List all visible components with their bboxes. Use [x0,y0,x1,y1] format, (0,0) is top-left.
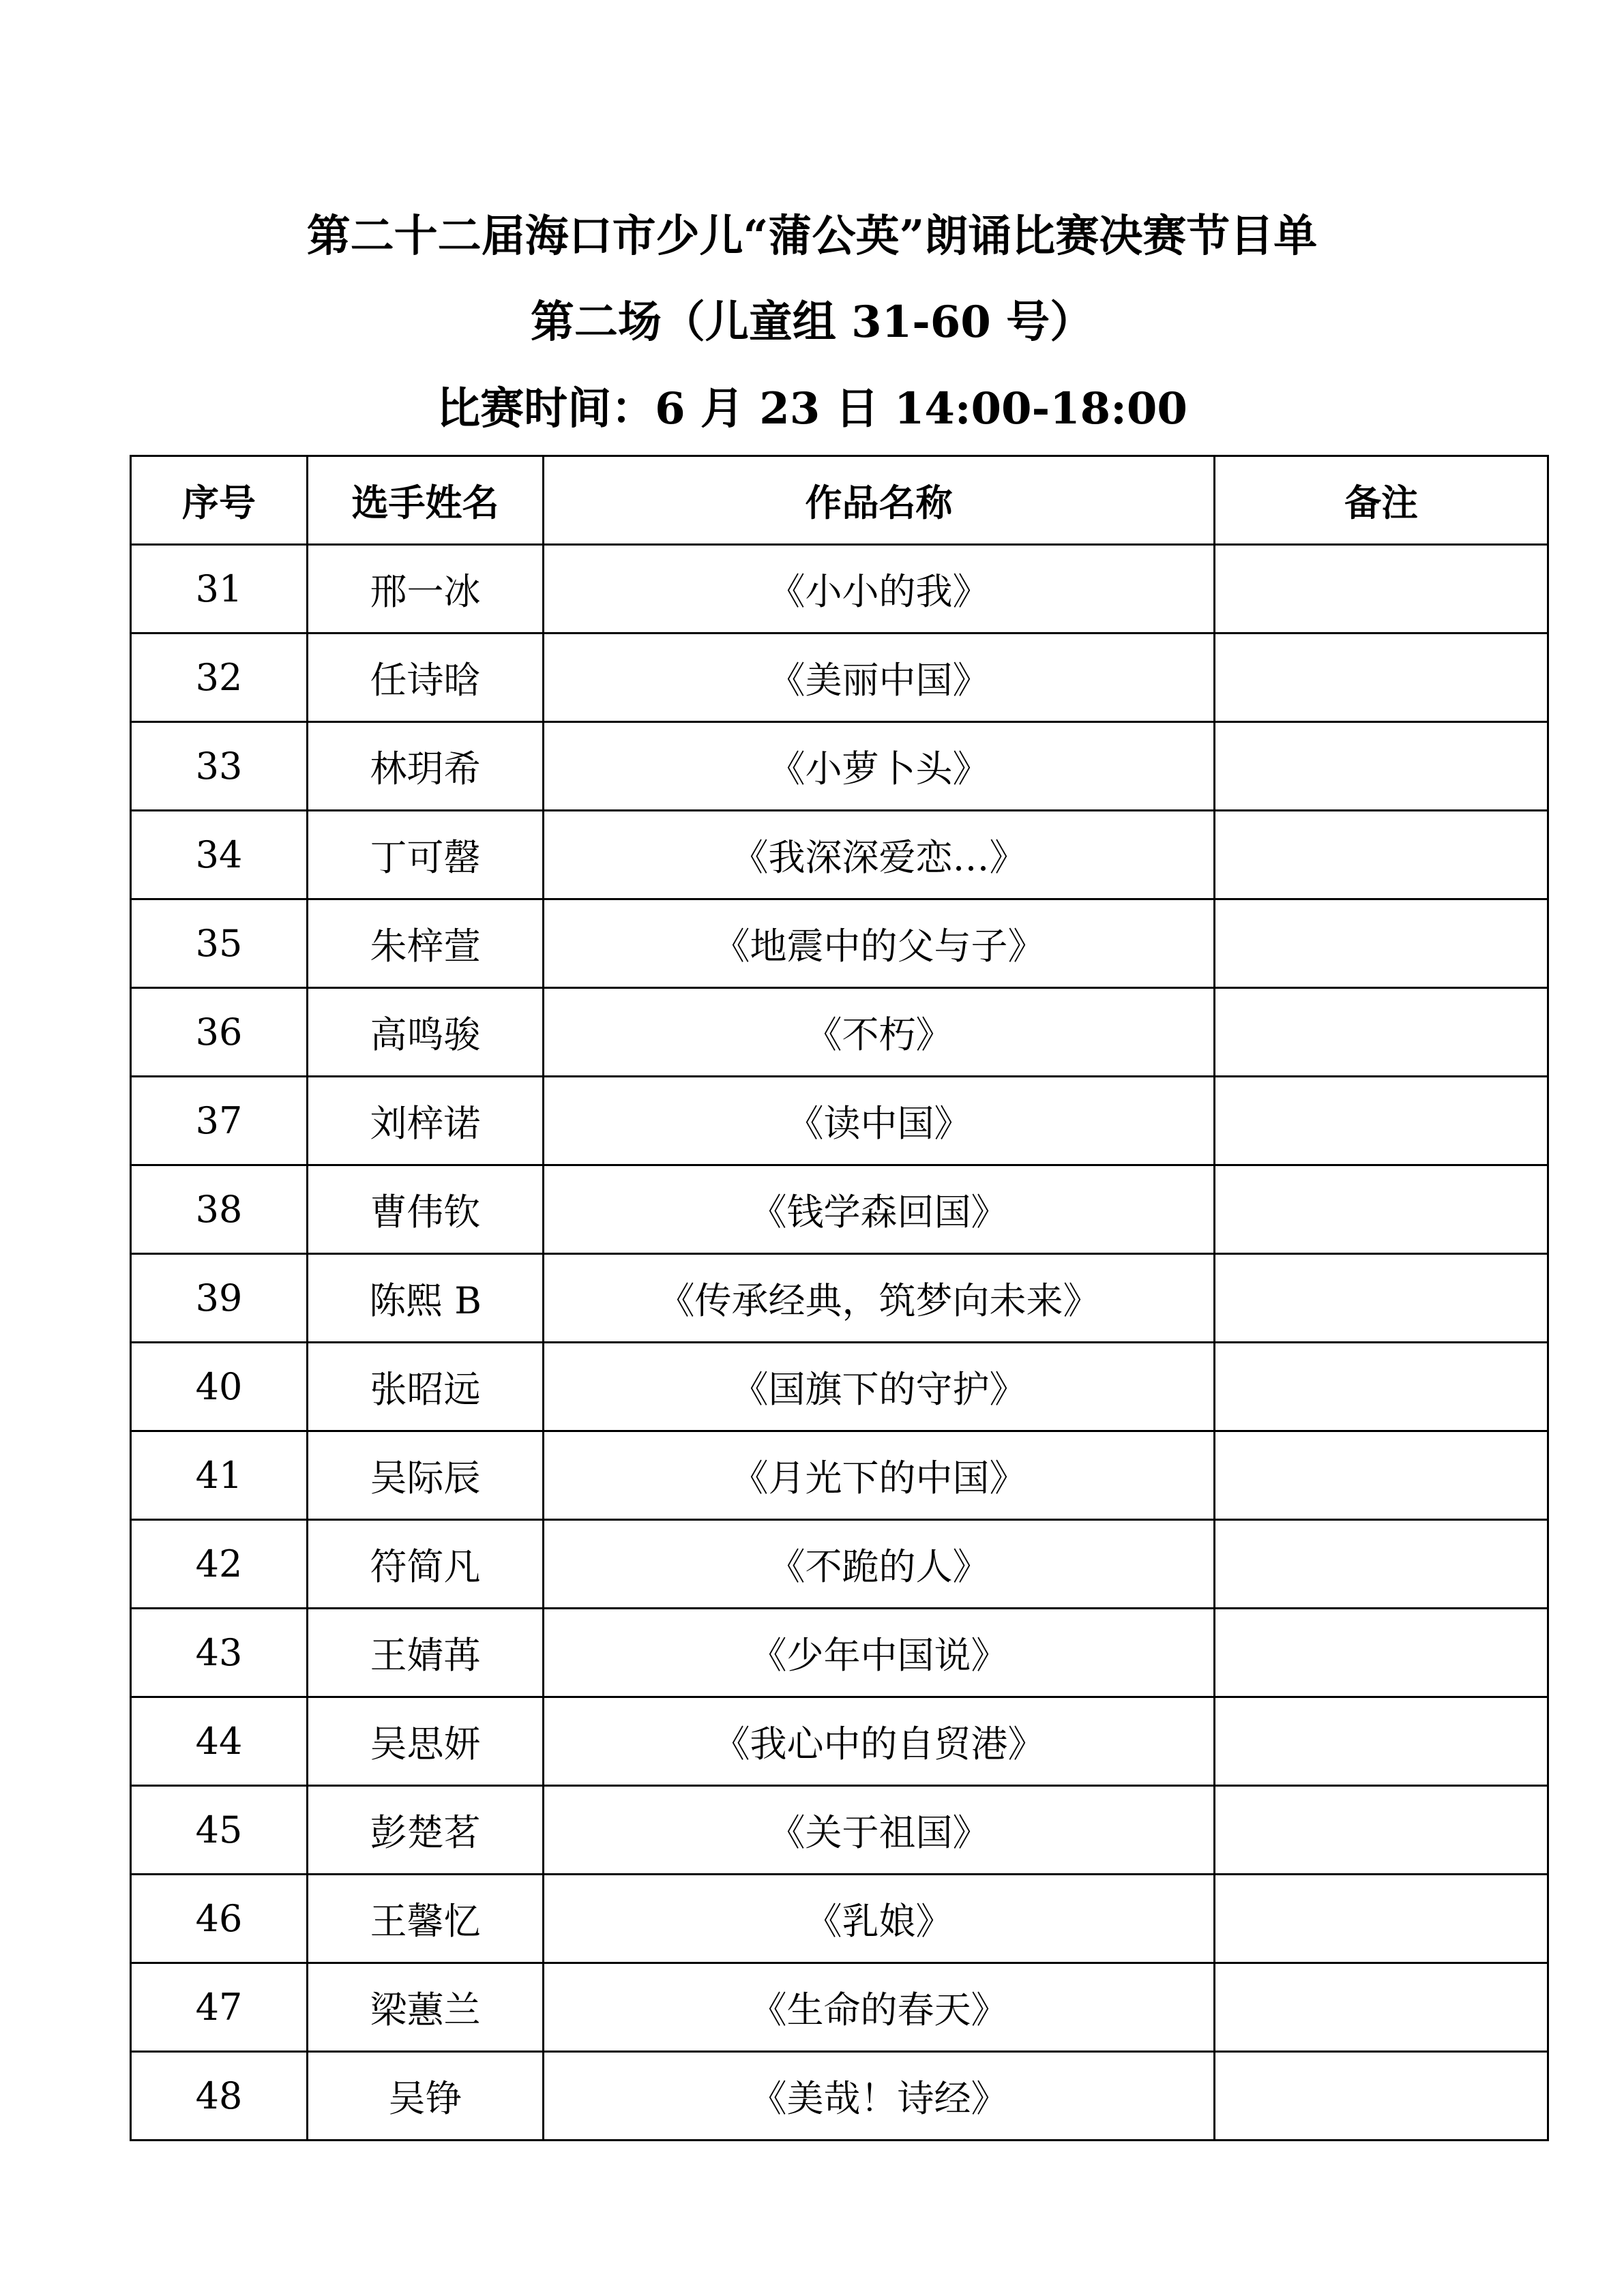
cell-number: 31 [131,545,308,633]
cell-work-title: 《国旗下的守护》 [544,1343,1215,1431]
table-row [131,722,1548,811]
program-table [130,455,1549,2141]
table-row [131,1520,1548,1609]
cell-work-title: 《小萝卜头》 [544,722,1215,811]
cell-remarks [1215,1431,1548,1520]
cell-work-title: 《关于祖国》 [544,1786,1215,1875]
table-row [131,1165,1548,1254]
table-row [131,1963,1548,2052]
cell-remarks [1215,1077,1548,1165]
table-row [131,633,1548,722]
cell-remarks [1215,722,1548,811]
cell-number: 41 [131,1431,308,1520]
cell-work-title: 《传承经典，筑梦向未来》 [544,1254,1215,1343]
cell-work-title: 《不朽》 [544,988,1215,1077]
cell-work-title: 《美哉！诗经》 [544,2052,1215,2141]
cell-number: 39 [131,1254,308,1343]
cell-number: 43 [131,1609,308,1697]
cell-remarks [1215,1963,1548,2052]
cell-remarks [1215,1875,1548,1963]
cell-number: 34 [131,811,308,899]
cell-number: 32 [131,633,308,722]
cell-work-title: 《小小的我》 [544,545,1215,633]
cell-number: 42 [131,1520,308,1609]
table-row [131,1786,1548,1875]
cell-work-title: 《月光下的中国》 [544,1431,1215,1520]
cell-contestant: 吴铮 [308,2052,544,2141]
table-row [131,545,1548,633]
cell-number: 40 [131,1343,308,1431]
cell-number: 47 [131,1963,308,2052]
cell-contestant: 邢一冰 [308,545,544,633]
table-row [131,899,1548,988]
cell-remarks [1215,545,1548,633]
column-header-work-title: 作品名称 [544,456,1215,545]
table-row [131,988,1548,1077]
cell-number: 35 [131,899,308,988]
cell-remarks [1215,1786,1548,1875]
cell-contestant: 吴思妍 [308,1697,544,1786]
column-header-remarks: 备注 [1215,456,1548,545]
table-row [131,1875,1548,1963]
cell-work-title: 《钱学森回国》 [544,1165,1215,1254]
cell-contestant: 梁蕙兰 [308,1963,544,2052]
cell-contestant: 吴际辰 [308,1431,544,1520]
cell-remarks [1215,1165,1548,1254]
table-header-row [131,456,1548,545]
cell-contestant: 任诗晗 [308,633,544,722]
table-row [131,1431,1548,1520]
session-subtitle: 第二场（儿童组 31-60 号） [530,297,1094,348]
cell-work-title: 《我深深爱恋…》 [544,811,1215,899]
cell-remarks [1215,1343,1548,1431]
cell-contestant: 高鸣骏 [308,988,544,1077]
cell-contestant: 陈熙 B [308,1254,544,1343]
table-row [131,1609,1548,1697]
cell-contestant: 王婧苒 [308,1609,544,1697]
cell-work-title: 《我心中的自贸港》 [544,1697,1215,1786]
cell-number: 36 [131,988,308,1077]
cell-contestant: 张昭远 [308,1343,544,1431]
cell-contestant: 曹伟钦 [308,1165,544,1254]
cell-remarks [1215,2052,1548,2141]
cell-work-title: 《少年中国说》 [544,1609,1215,1697]
cell-work-title: 《生命的春天》 [544,1963,1215,2052]
document-title: 第二十二届海口市少儿“蒲公英”朗诵比赛决赛节目单 [306,211,1318,262]
table-row [131,1697,1548,1786]
cell-number: 33 [131,722,308,811]
cell-contestant: 刘梓诺 [308,1077,544,1165]
cell-remarks [1215,1697,1548,1786]
cell-remarks [1215,988,1548,1077]
cell-number: 45 [131,1786,308,1875]
cell-remarks [1215,1609,1548,1697]
competition-time: 比赛时间：6 月 23 日 14:00-18:00 [437,383,1187,434]
cell-number: 46 [131,1875,308,1963]
cell-contestant: 丁可罄 [308,811,544,899]
cell-work-title: 《不跪的人》 [544,1520,1215,1609]
cell-work-title: 《地震中的父与子》 [544,899,1215,988]
cell-contestant: 朱梓萱 [308,899,544,988]
table-row [131,2052,1548,2141]
cell-contestant: 林玥希 [308,722,544,811]
table-row [131,1343,1548,1431]
cell-remarks [1215,811,1548,899]
table-row [131,1077,1548,1165]
cell-work-title: 《读中国》 [544,1077,1215,1165]
cell-number: 38 [131,1165,308,1254]
cell-number: 37 [131,1077,308,1165]
cell-work-title: 《乳娘》 [544,1875,1215,1963]
cell-contestant: 王馨忆 [308,1875,544,1963]
cell-remarks [1215,899,1548,988]
cell-remarks [1215,1254,1548,1343]
cell-work-title: 《美丽中国》 [544,633,1215,722]
table-row [131,1254,1548,1343]
cell-remarks [1215,633,1548,722]
column-header-contestant: 选手姓名 [308,456,544,545]
table-row [131,811,1548,899]
column-header-number: 序号 [131,456,308,545]
cell-contestant: 彭楚茗 [308,1786,544,1875]
cell-number: 48 [131,2052,308,2141]
cell-number: 44 [131,1697,308,1786]
cell-remarks [1215,1520,1548,1609]
cell-contestant: 符简凡 [308,1520,544,1609]
